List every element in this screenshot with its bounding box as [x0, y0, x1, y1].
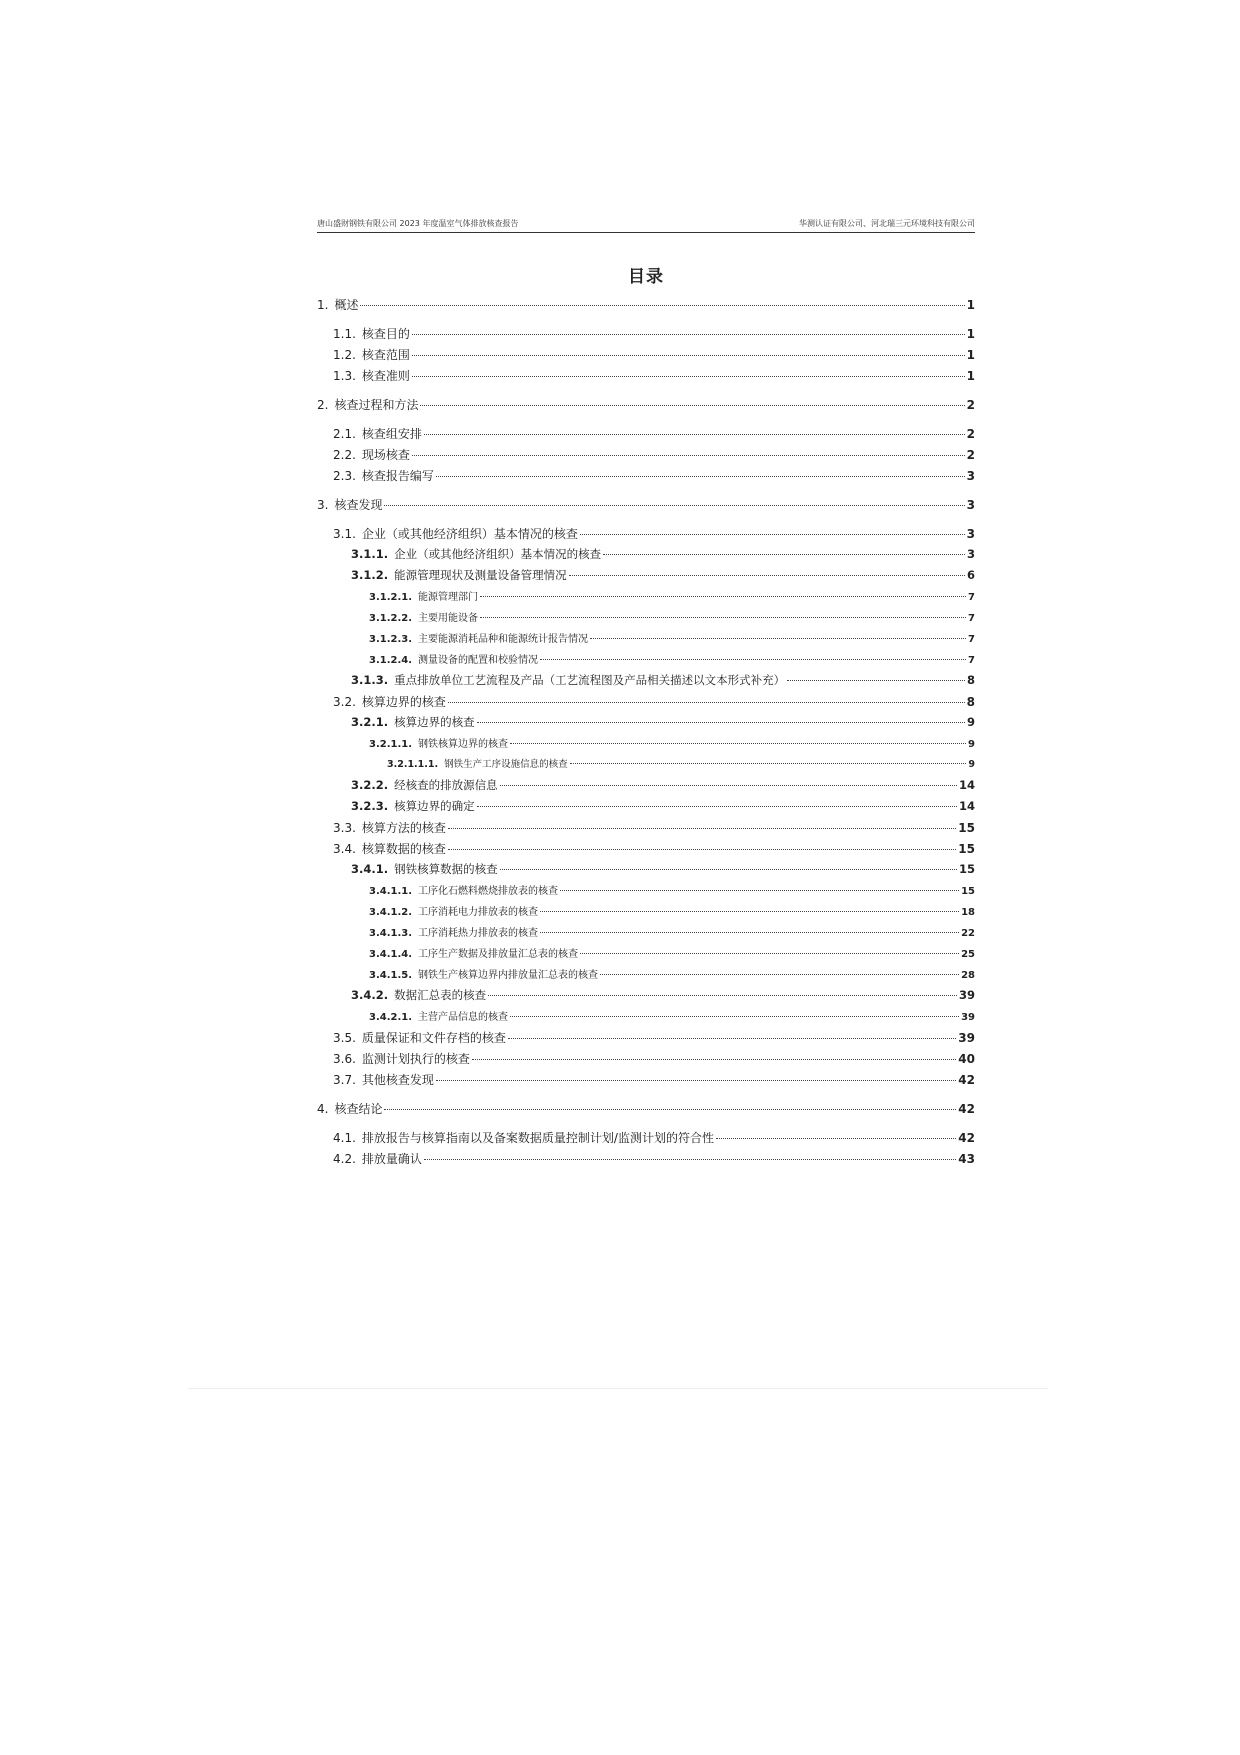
toc-entry[interactable]: [317, 924, 975, 939]
toc-entry[interactable]: [317, 1100, 975, 1117]
toc-entry[interactable]: [317, 446, 975, 463]
toc-entry[interactable]: [317, 588, 975, 603]
toc-entry-label: 工序消耗热力排放表的核查: [418, 928, 539, 939]
toc-leader-dots: [510, 1016, 959, 1017]
toc-entry[interactable]: [317, 346, 975, 363]
toc-entry-number: 4.1.: [333, 1131, 356, 1145]
toc-entry-number: 3.1.1.: [351, 547, 389, 561]
toc-leader-dots: [436, 476, 965, 477]
toc-leader-dots: [448, 702, 965, 703]
toc-entry-label: 重点排放单位工艺流程及产品（工艺流程图及产品相关描述以文本形式补充）: [394, 673, 786, 687]
toc-entry[interactable]: [317, 1008, 975, 1023]
toc-entry-number: 3.4.1.3.: [369, 928, 413, 939]
toc-leader-dots: [500, 785, 957, 786]
toc-entry-number: 4.: [317, 1102, 329, 1116]
toc-entry-page-number: 40: [958, 1052, 975, 1066]
toc-entry-number: 3.1.2.: [351, 568, 389, 582]
toc-entry[interactable]: [317, 735, 975, 750]
toc-leader-dots: [412, 355, 965, 356]
toc-leader-dots: [540, 932, 959, 933]
toc-entry[interactable]: [317, 1050, 975, 1067]
toc-entry-label: 核查过程和方法: [334, 398, 419, 412]
toc-entry-page-number: 8: [966, 673, 975, 687]
toc-leader-dots: [477, 722, 965, 723]
toc-entry-page-number: 2: [966, 427, 975, 441]
toc-entry[interactable]: [317, 966, 975, 981]
toc-entry[interactable]: [317, 693, 975, 710]
toc-leader-dots: [480, 596, 966, 597]
toc-entry-page-number: 3: [966, 469, 975, 483]
toc-entry[interactable]: [317, 296, 975, 313]
toc-entry-label: 核查报告编写: [361, 469, 434, 483]
toc-leader-dots: [424, 1159, 956, 1160]
toc-entry-page-number: 1: [966, 348, 975, 362]
toc-entry-page-number: 2: [966, 448, 975, 462]
toc-entry[interactable]: [317, 1029, 975, 1046]
toc-entry-number: 3.4.: [333, 842, 356, 856]
toc-entry[interactable]: [317, 777, 975, 793]
toc-entry-label: 核查目的: [361, 327, 410, 341]
toc-entry-page-number: 25: [961, 949, 975, 960]
toc-leader-dots: [477, 806, 957, 807]
toc-entry-page-number: 6: [966, 568, 975, 582]
toc-entry-page-number: 1: [966, 298, 975, 312]
toc-leader-dots: [600, 974, 959, 975]
toc-entry-label: 主要能源消耗品种和能源统计报告情况: [418, 634, 589, 645]
toc-entry-label: 钢铁核算边界的核查: [418, 739, 509, 750]
toc-entry-number: 3.1.2.2.: [369, 613, 413, 624]
header-right-text: 华测认证有限公司、河北瑞三元环境科技有限公司: [799, 219, 975, 228]
toc-entry-label: 经核查的排放源信息: [394, 778, 498, 792]
toc-entry[interactable]: [317, 819, 975, 836]
toc-leader-dots: [384, 1109, 956, 1110]
toc-entry[interactable]: [317, 756, 975, 770]
toc-entry-page-number: 22: [961, 928, 975, 939]
toc-entry-number: 3.1.2.4.: [369, 655, 413, 666]
toc-entry-label: 核算边界的核查: [394, 715, 475, 729]
toc-entry[interactable]: [317, 546, 975, 562]
toc-entry-page-number: 9: [968, 759, 975, 770]
toc-entry[interactable]: [317, 1150, 975, 1167]
toc-leader-dots: [412, 376, 965, 377]
toc-entry-label: 核查范围: [361, 348, 410, 362]
toc-entry-number: 3.: [317, 498, 329, 512]
toc-leader-dots: [360, 305, 964, 306]
toc-entry-page-number: 15: [958, 821, 975, 835]
toc-entry-label: 核查准则: [361, 369, 410, 383]
toc-entry-label: 企业（或其他经济组织）基本情况的核查: [361, 527, 578, 541]
toc-entry-page-number: 9: [968, 739, 975, 750]
page-divider: [188, 1388, 1048, 1389]
toc-entry-label: 核查发现: [334, 498, 383, 512]
toc-leader-dots: [787, 680, 965, 681]
toc-entry-label: 排放量确认: [361, 1152, 422, 1166]
toc-entry-label: 核算边界的确定: [394, 799, 475, 813]
toc-entry-label: 核算边界的核查: [361, 695, 446, 709]
toc-entry-label: 工序化石燃料燃烧排放表的核查: [418, 886, 559, 897]
toc-entry-number: 2.: [317, 398, 329, 412]
toc-entry[interactable]: [317, 714, 975, 730]
toc-entry[interactable]: [317, 861, 975, 877]
toc-entry-label: 钢铁核算数据的核查: [394, 862, 498, 876]
toc-entry-page-number: 7: [968, 655, 975, 666]
toc-entry-page-number: 18: [961, 907, 975, 918]
toc-entry-number: 4.2.: [333, 1152, 356, 1166]
toc-title: 目录: [628, 267, 664, 287]
toc-leader-dots: [580, 534, 965, 535]
toc-entry-number: 3.2.1.1.: [369, 739, 413, 750]
toc-entry-page-number: 3: [966, 498, 975, 512]
toc-leader-dots: [424, 434, 965, 435]
toc-entry-number: 1.2.: [333, 348, 356, 362]
toc-entry-page-number: 28: [961, 970, 975, 981]
toc-entry-label: 核算数据的核查: [361, 842, 446, 856]
toc-entry-number: 2.3.: [333, 469, 356, 483]
toc-entry[interactable]: [317, 903, 975, 918]
toc-entry[interactable]: [317, 467, 975, 484]
toc-entry-label: 能源管理部门: [418, 592, 479, 603]
toc-entry-number: 3.2.1.1.1.: [387, 759, 439, 770]
toc-entry-number: 3.5.: [333, 1031, 356, 1045]
toc-entry-number: 3.4.2.: [351, 988, 389, 1002]
toc-entry-label: 主要用能设备: [418, 613, 479, 624]
toc-entry-page-number: 42: [958, 1102, 975, 1116]
toc-entry-number: 1.: [317, 298, 329, 312]
toc-entry-page-number: 39: [958, 988, 975, 1002]
toc-entry[interactable]: [317, 672, 975, 688]
toc-entry-page-number: 42: [958, 1131, 975, 1145]
toc-entry-number: 3.2.1.: [351, 715, 389, 729]
toc-entry-page-number: 8: [966, 695, 975, 709]
toc-leader-dots: [448, 849, 956, 850]
toc-entry-page-number: 39: [961, 1012, 975, 1023]
toc-entry-number: 2.2.: [333, 448, 356, 462]
toc-entry-number: 3.4.1.: [351, 862, 389, 876]
toc-entry-label: 工序生产数据及排放量汇总表的核查: [418, 949, 579, 960]
toc-leader-dots: [540, 911, 959, 912]
toc-leader-dots: [384, 505, 964, 506]
toc-entry[interactable]: [317, 609, 975, 624]
toc-entry-page-number: 7: [968, 592, 975, 603]
toc-entry[interactable]: [317, 425, 975, 442]
toc-entry-number: 3.1.: [333, 527, 356, 541]
toc-entry-label: 质量保证和文件存档的核查: [361, 1031, 506, 1045]
toc-entry-page-number: 1: [966, 369, 975, 383]
toc-entry-page-number: 3: [966, 547, 975, 561]
toc-entry-number: 3.2.3.: [351, 799, 389, 813]
page-header: [317, 218, 975, 233]
toc-entry-label: 核查组安排: [361, 427, 422, 441]
toc-entry-number: 3.4.1.2.: [369, 907, 413, 918]
toc-leader-dots: [436, 1080, 956, 1081]
toc-leader-dots: [570, 763, 967, 764]
toc-entry-label: 监测计划执行的核查: [361, 1052, 470, 1066]
toc-entry[interactable]: [317, 325, 975, 342]
toc-leader-dots: [603, 554, 965, 555]
toc-entry-label: 企业（或其他经济组织）基本情况的核查: [394, 547, 602, 561]
toc-entry[interactable]: [317, 567, 975, 583]
toc-leader-dots: [420, 405, 964, 406]
toc-entry-page-number: 2: [966, 398, 975, 412]
toc-leader-dots: [580, 953, 959, 954]
toc-entry-label: 主营产品信息的核查: [418, 1012, 509, 1023]
toc-leader-dots: [508, 1038, 956, 1039]
toc-entry-number: 3.1.3.: [351, 673, 389, 687]
toc-entry-label: 钢铁生产核算边界内排放量汇总表的核查: [418, 970, 599, 981]
toc-entry-label: 测量设备的配置和校验情况: [418, 655, 539, 666]
toc-entry-number: 1.1.: [333, 327, 356, 341]
toc-entry-number: 3.3.: [333, 821, 356, 835]
toc-leader-dots: [540, 659, 966, 660]
toc-entry-page-number: 15: [958, 862, 975, 876]
toc-leader-dots: [560, 890, 959, 891]
toc-leader-dots: [569, 575, 965, 576]
toc-entry-number: 3.4.1.4.: [369, 949, 413, 960]
toc-entry[interactable]: [317, 945, 975, 960]
toc-entry[interactable]: [317, 840, 975, 857]
toc-entry[interactable]: [317, 882, 975, 897]
toc-entry-number: 3.4.2.1.: [369, 1012, 413, 1023]
toc-entry-number: 3.2.2.: [351, 778, 389, 792]
toc-entry-page-number: 14: [958, 799, 975, 813]
toc-entry[interactable]: [317, 630, 975, 645]
toc-entry-page-number: 1: [966, 327, 975, 341]
toc-entry-page-number: 39: [958, 1031, 975, 1045]
toc-leader-dots: [510, 743, 966, 744]
toc-entry-page-number: 7: [968, 613, 975, 624]
toc-entry[interactable]: [317, 496, 975, 513]
toc-leader-dots: [488, 995, 957, 996]
toc-entry[interactable]: [317, 987, 975, 1003]
toc-leader-dots: [448, 828, 956, 829]
toc-entry-page-number: 14: [958, 778, 975, 792]
toc-entry-number: 3.2.: [333, 695, 356, 709]
toc-entry-page-number: 43: [958, 1152, 975, 1166]
toc-entry-label: 核查结论: [334, 1102, 383, 1116]
toc-entry-page-number: 9: [966, 715, 975, 729]
toc-entry-label: 核算方法的核查: [361, 821, 446, 835]
toc-entry-label: 排放报告与核算指南以及备案数据质量控制计划/监测计划的符合性: [361, 1131, 714, 1145]
toc-entry-number: 3.7.: [333, 1073, 356, 1087]
toc-entry-page-number: 7: [968, 634, 975, 645]
toc-entry[interactable]: [317, 396, 975, 413]
toc-entry-number: 3.6.: [333, 1052, 356, 1066]
toc-entry-label: 概述: [334, 298, 359, 312]
toc-leader-dots: [500, 869, 957, 870]
toc-leader-dots: [716, 1138, 956, 1139]
toc-entry[interactable]: [317, 798, 975, 814]
toc-entry-number: 3.4.1.1.: [369, 886, 413, 897]
toc-leader-dots: [480, 617, 966, 618]
toc-leader-dots: [412, 334, 965, 335]
toc-entry-label: 数据汇总表的核查: [394, 988, 487, 1002]
toc-entry[interactable]: [317, 525, 975, 542]
toc-leader-dots: [412, 455, 965, 456]
toc-entry-page-number: 3: [966, 527, 975, 541]
toc-entry-label: 其他核查发现: [361, 1073, 434, 1087]
toc-entry-page-number: 42: [958, 1073, 975, 1087]
toc-entry[interactable]: [317, 651, 975, 666]
toc-entry[interactable]: [317, 367, 975, 384]
toc-entry[interactable]: [317, 1129, 975, 1146]
toc-entry-number: 3.4.1.5.: [369, 970, 413, 981]
toc-entry-label: 现场核查: [361, 448, 410, 462]
toc-entry-label: 工序消耗电力排放表的核查: [418, 907, 539, 918]
toc-leader-dots: [472, 1059, 956, 1060]
toc-entry-label: 钢铁生产工序设施信息的核查: [444, 759, 568, 770]
toc-entry-label: 能源管理现状及测量设备管理情况: [394, 568, 567, 582]
toc-leader-dots: [590, 638, 966, 639]
toc-entry-number: 1.3.: [333, 369, 356, 383]
toc-entry-number: 3.1.2.3.: [369, 634, 413, 645]
toc-entry-page-number: 15: [961, 886, 975, 897]
header-left-text: 唐山盛财钢铁有限公司 2023 年度温室气体排放核查报告: [317, 219, 519, 228]
toc-entry-page-number: 15: [958, 842, 975, 856]
toc-entry-number: 2.1.: [333, 427, 356, 441]
toc-entry[interactable]: [317, 1071, 975, 1088]
toc-entry-number: 3.1.2.1.: [369, 592, 413, 603]
